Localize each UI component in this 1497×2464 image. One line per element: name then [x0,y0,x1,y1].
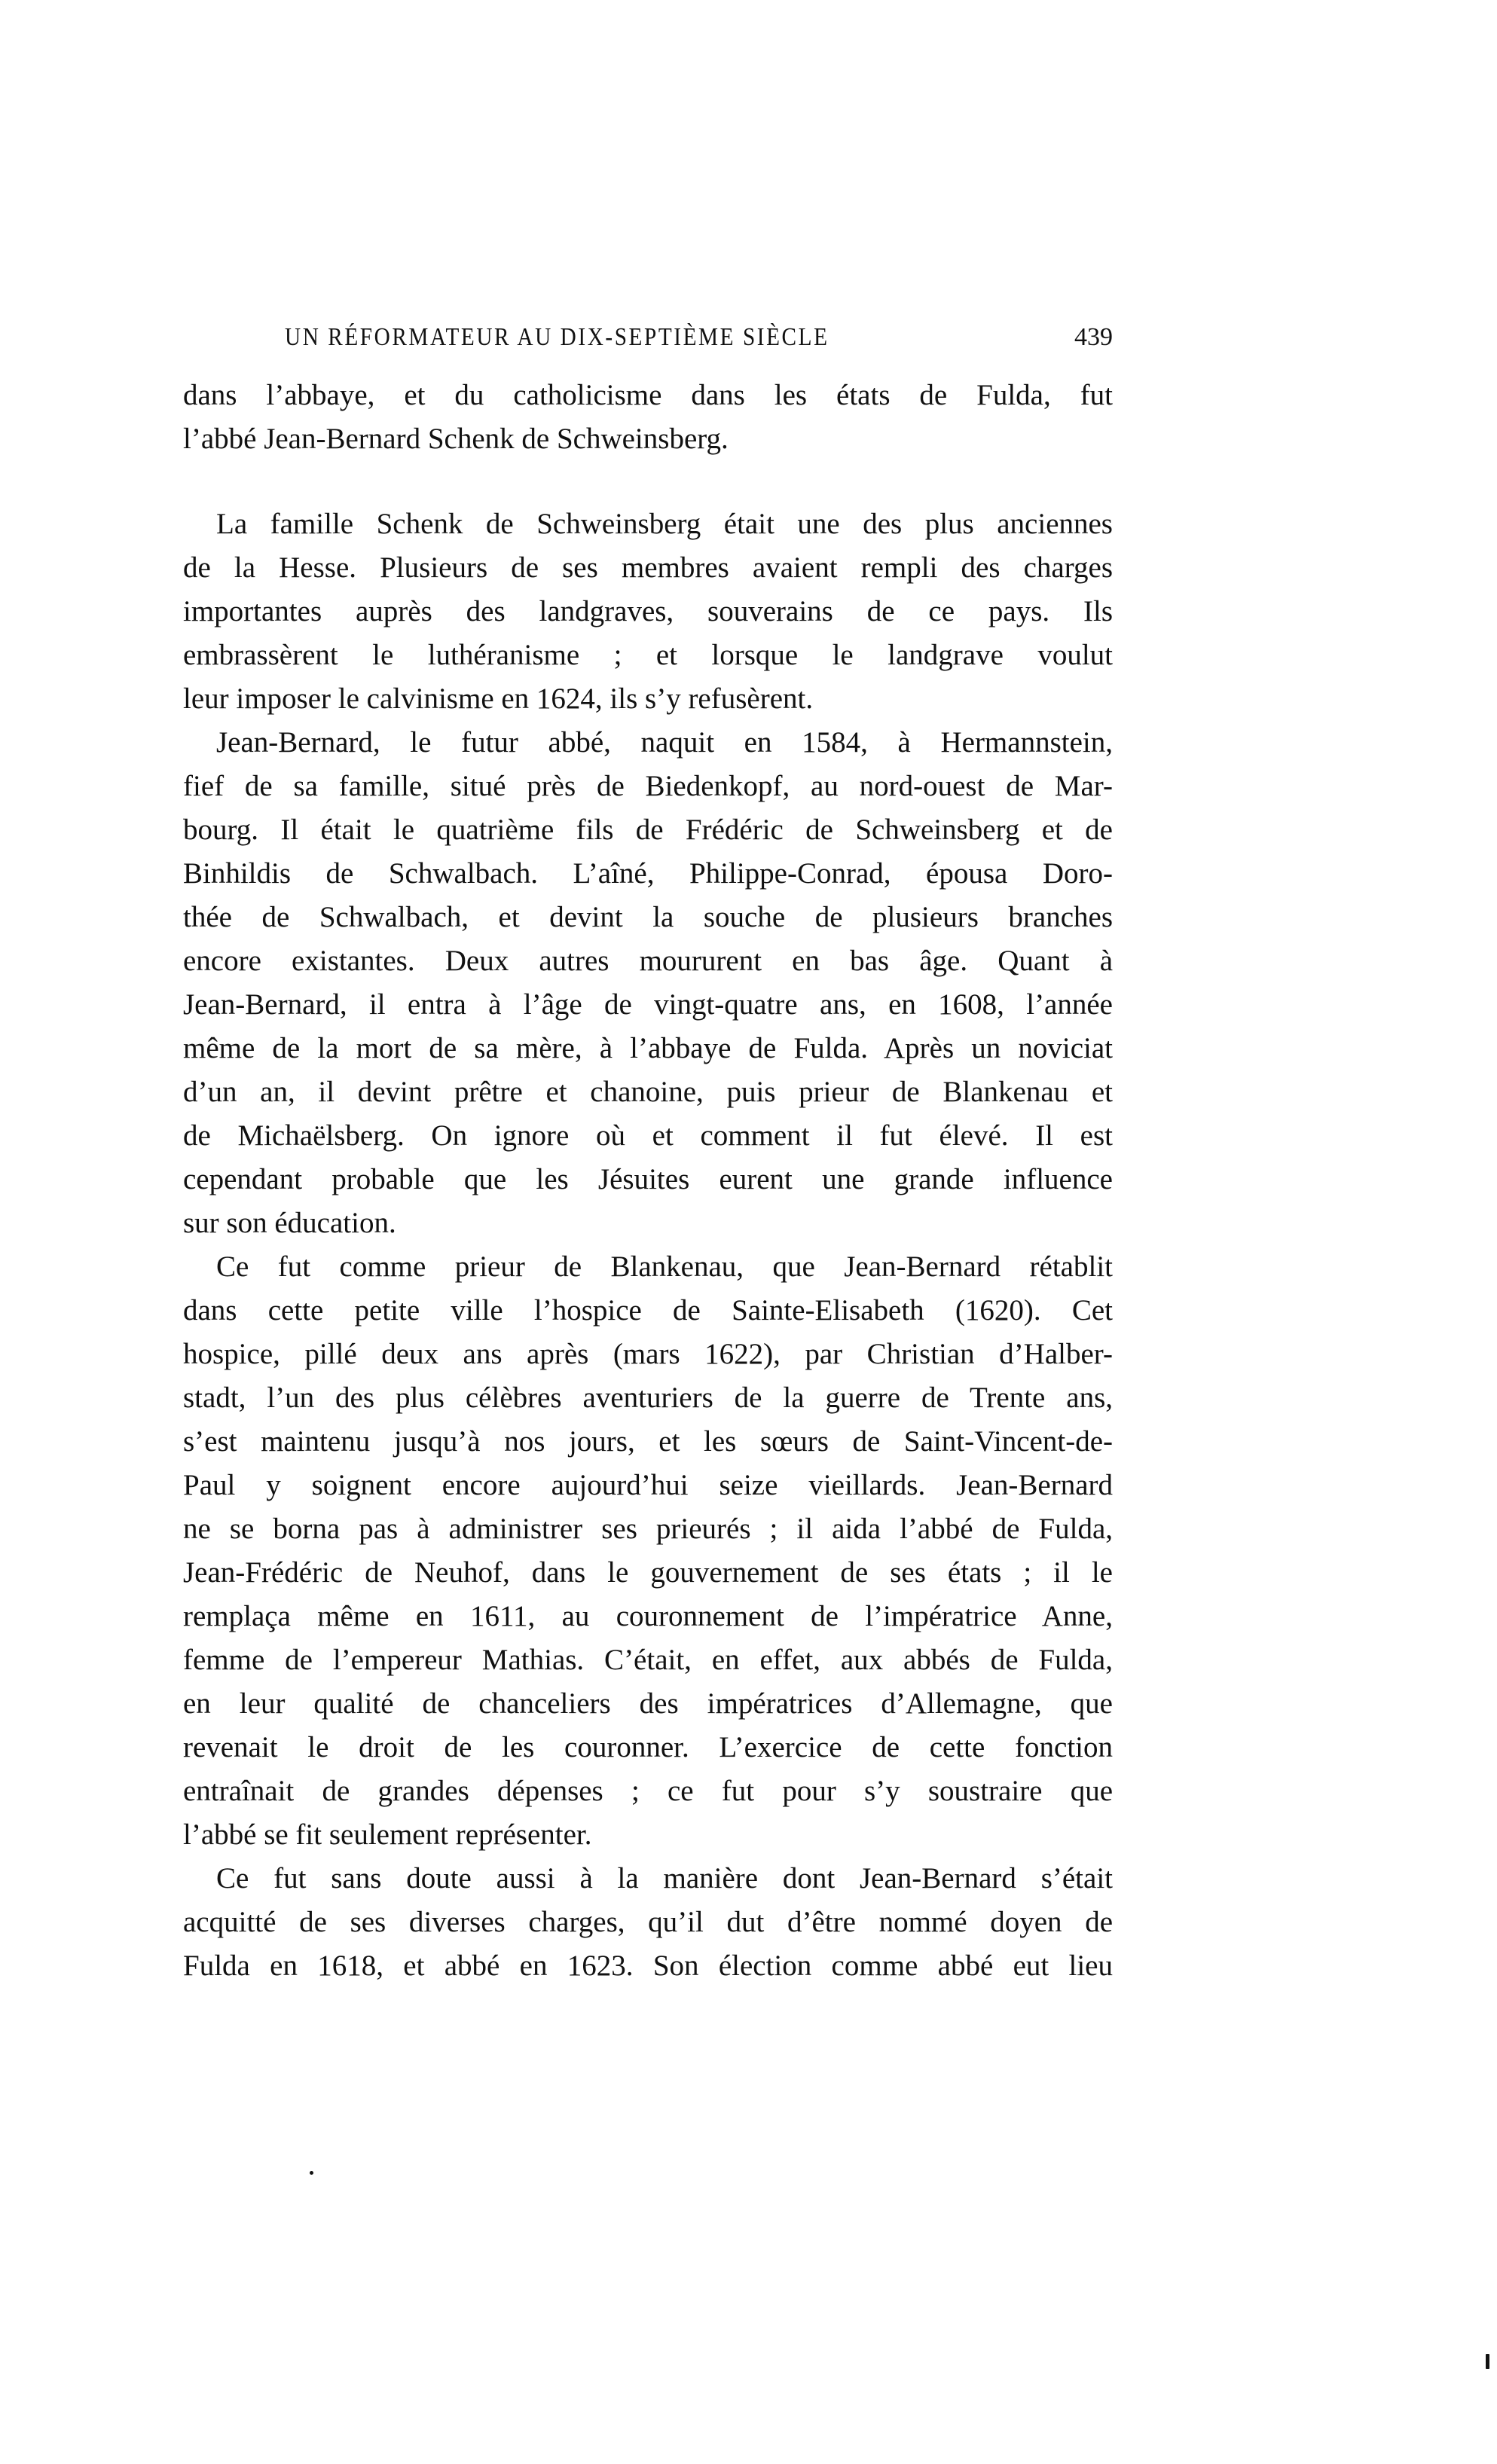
text-line: ne se borna pas à administrer ses prieurés ; il aida l’abbé de Fulda, [183,1513,1113,1545]
text-line: leur imposer le calvinisme en 1624, ils s’y refusèrent. [183,682,814,715]
text-line: Jean-Bernard, le futur abbé, naquit en 1584, à Hermannstein, [216,726,1113,759]
text-line: remplaça même en 1611, au couronnement de l’impératrice Anne, [183,1600,1113,1632]
text-line: hospice, pillé deux ans après (mars 1622), par Christian d’Halber- [183,1338,1113,1370]
text-line: thée de Schwalbach, et devint la souche de plusieurs branches [183,901,1113,933]
paragraph [183,1857,1113,1988]
text-line: La famille Schenk de Schweinsberg était une des plus anciennes [216,508,1113,540]
page-number: 439 [1074,323,1113,351]
text-line: revenait le droit de les couronner. L’exercice de cette fonction [183,1731,1113,1763]
text-line: bourg. Il était le quatrième fils de Frédéric de Schweinsberg et de [183,814,1113,846]
text-line: fief de sa famille, situé près de Biedenkopf, au nord-ouest de Mar- [183,770,1113,802]
text-line: acquitté de ses diverses charges, qu’il dut d’être nommé doyen de [183,1906,1113,1938]
text-line: l’abbé se fit seulement représenter. [183,1818,592,1851]
text-line: de la Hesse. Plusieurs de ses membres avaient rempli des charges [183,551,1113,584]
text-line: encore existantes. Deux autres moururent en bas âge. Quant à [183,945,1113,977]
text-line: Paul y soignent encore aujourd’hui seize vieillards. Jean-Bernard [183,1469,1113,1501]
text-line: Fulda en 1618, et abbé en 1623. Son élection comme abbé eut lieu [183,1950,1113,1982]
text-line: Jean-Frédéric de Neuhof, dans le gouvernement de ses états ; il le [183,1556,1113,1589]
text-line: même de la mort de sa mère, à l’abbaye de Fulda. Après un noviciat [183,1032,1113,1064]
text-line: cependant probable que les Jésuites eurent une grande influence [183,1163,1113,1195]
running-title: UN RÉFORMATEUR AU DIX-SEPTIÈME SIÈCLE [285,323,829,351]
text-line: s’est maintenu jusqu’à nos jours, et les sœurs de Saint-Vincent-de- [183,1425,1113,1458]
scan-speck [1486,2354,1489,2369]
text-line: en leur qualité de chanceliers des impératrices d’Allemagne, que [183,1687,1113,1720]
text-line: Jean-Bernard, il entra à l’âge de vingt-quatre ans, en 1608, l’année [183,988,1113,1021]
paragraph-gap [183,461,1113,502]
text-line: l’abbé Jean-Bernard Schenk de Schweinsberg. [183,423,729,455]
text-line: stadt, l’un des plus célèbres aventuriers de la guerre de Trente ans, [183,1382,1113,1414]
body-text [183,374,1113,1988]
text-line: entraînait de grandes dépenses ; ce fut pour s’y soustraire que [183,1775,1113,1807]
text-line: d’un an, il devint prêtre et chanoine, puis prieur de Blankenau et [183,1076,1113,1108]
text-line: Ce fut sans doute aussi à la manière dont Jean-Bernard s’était [216,1862,1113,1895]
text-line: de Michaëlsberg. On ignore où et comment il fut élevé. Il est [183,1119,1113,1152]
text-line: sur son éducation. [183,1207,396,1239]
paragraph [183,502,1113,721]
paragraph [183,1245,1113,1857]
text-line: embrassèrent le luthéranisme ; et lorsque le landgrave voulut [183,639,1113,671]
paragraph [183,374,1113,461]
paragraph [183,721,1113,1245]
text-line: dans l’abbaye, et du catholicisme dans les états de Fulda, fut [183,379,1113,411]
text-line: femme de l’empereur Mathias. C’était, en effet, aux abbés de Fulda, [183,1644,1113,1676]
scan-speck [310,2171,313,2175]
text-line: importantes auprès des landgraves, souverains de ce pays. Ils [183,595,1113,627]
text-line: Ce fut comme prieur de Blankenau, que Jean-Bernard rétablit [216,1250,1113,1283]
text-line: Binhildis de Schwalbach. L’aîné, Philippe-Conrad, épousa Doro- [183,857,1113,890]
running-header [183,319,1113,356]
text-line: dans cette petite ville l’hospice de Sainte-Elisabeth (1620). Cet [183,1294,1113,1327]
